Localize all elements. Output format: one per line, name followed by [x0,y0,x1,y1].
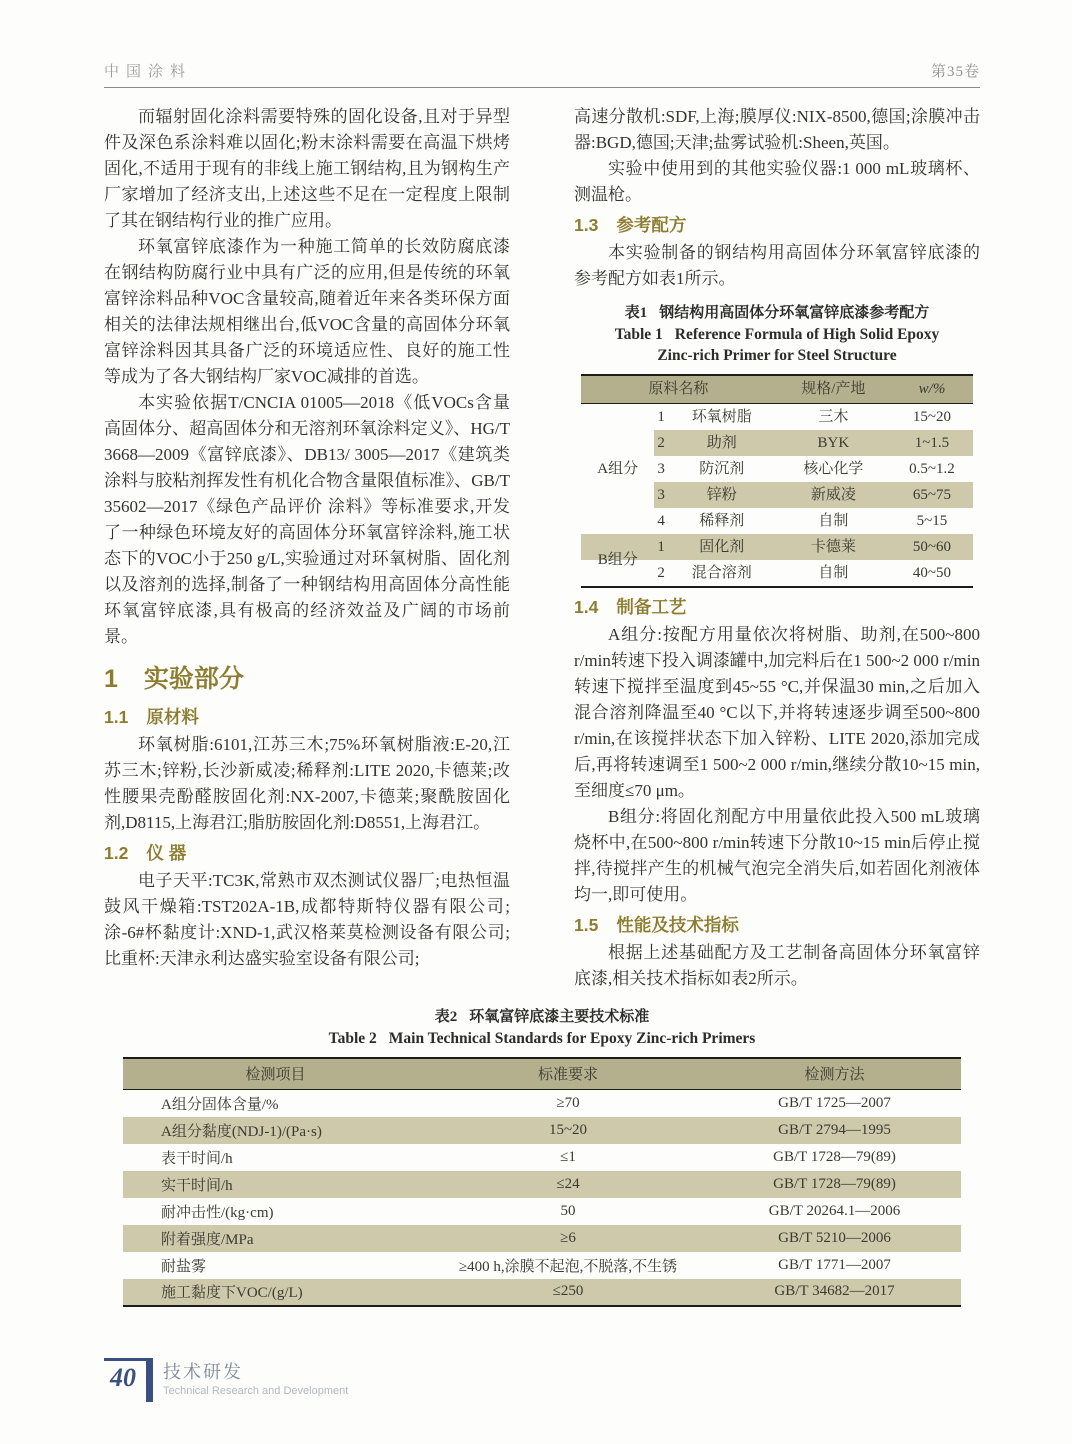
section-title: 制备工艺 [616,596,687,617]
paragraph-continuation: 高速分散机:SDF,上海;膜厚仪:NIX-8500,德国;涂膜冲击器:BGD,德国;天津;盐雾试验机:Sheen,英国。 [574,107,980,152]
table-row: 3 锌粉 新威凌 65~75 [581,482,973,508]
volume-label: 第35卷 [930,64,980,80]
section-number: 1.3 [574,215,599,235]
table-row: A组分固体含量/% ≥70 GB/T 1725—2007 [161,1094,891,1113]
table-row: 耐冲击性/(kg·cm) 50 GB/T 20264.1—2006 [161,1202,901,1221]
table-row: A组分 1 环氧树脂 三木 15~20 [581,403,973,430]
table2-label-zh: 表2 [434,1008,458,1025]
table1-group-b: B组分 [581,534,654,587]
table2 [123,1057,961,1307]
footer-labels [163,1358,348,1399]
page-number: 40 [110,1363,136,1392]
table2-caption-zh: 表2 环氧富锌底漆主要技术标准 [434,1008,650,1025]
right-column [574,104,980,992]
table-row: 耐盐雾 ≥400 h,涂膜不起泡,不脱落,不生锈 GB/T 1771—2007 [161,1256,891,1275]
paragraph: 根据上述基础配方及工艺制备高固体分环氧富锌底漆,相关技术指标如表2所示。 [574,942,980,988]
paragraph: 环氧富锌底漆作为一种施工简单的长效防腐底漆在钢结构防腐行业中具有广泛的应用,但是传统的环氧富锌涂料品种VOC含量较高,随着近年来各类环保方面相关的法律法规相继出台,低VOC含量的高固体分环氧富锌涂料因其具备广泛的环境适应性、良好的施工性等成为了各大钢结构厂家VOC减排的首选。 [104,237,510,386]
table1-caption-en-line2: Zinc-rich Primer for Steel Structure [657,347,897,364]
section-heading-1-5 [574,912,980,938]
section-number: 1 [104,665,118,693]
header-rule [104,87,980,88]
paragraph: 电子天平:TC3K,常熟市双杰测试仪器厂;电热恒温鼓风干燥箱:TST202A-1B,成都特斯特仪器有限公司;涂-6#杯黏度计:XND-1,武汉格莱莫检测设备有限公司;比重杯:天津永利达盛实验室设备有限公司; [104,871,510,968]
paragraph: 环氧树脂:6101,江苏三木;75%环氧树脂液:E-20,江苏三木;锌粉,长沙新威凌;稀释剂:LITE 2020,卡德莱;改性腰果壳酚醛胺固化剂:NX-2007,卡德莱;聚酰胺固化剂,D8115,上海君江;脂肪胺固化剂:D8551,上海君江。 [104,735,510,832]
table-row: 2 助剂 BYK 1~1.5 [581,430,973,456]
paragraph: 而辐射固化涂料需要特殊的固化设备,且对于异型件及深色系涂料难以固化;粉末涂料需要在高温下烘烤固化,不适用于现有的非线上施工钢结构,且为钢构生产厂家增加了经济支出,上述这些不足在一定程度上限制了其在钢结构行业的推广应用。 [104,107,510,230]
section-title: 原材料 [146,707,199,727]
section-number: 1.2 [104,843,129,863]
section-number: 1.4 [574,596,599,617]
table1-header-row [581,375,973,403]
running-header [104,0,980,81]
paragraph: 实验中使用到的其他实验仪器:1 000 mL玻璃杯、测温枪。 [574,159,980,204]
body-columns [104,104,980,992]
page-footer [104,1358,348,1402]
table1-caption-en: Table 1 Reference Formula of High Solid Epoxy [614,326,940,343]
section-title: 仪 器 [146,843,187,863]
section-heading-1-1 [104,704,510,730]
table2-label-en: Table 2 [328,1029,377,1047]
table1-header-w: w/% [891,375,973,403]
section-number: 1.1 [104,707,129,727]
table1-group-a: A组分 [581,403,654,534]
section-heading-1-2 [104,840,510,866]
table-row: 3 防沉剂 核心化学 0.5~1.2 [657,460,955,477]
table2-header-row [123,1058,961,1090]
section-heading-1-4 [574,594,980,620]
table-row: 表干时间/h ≤1 GB/T 1728—79(89) [161,1148,896,1167]
journal-name: 中国涂料 [104,64,193,80]
section-title: 实验部分 [143,665,244,693]
table1-caption-zh: 表1 钢结构用高固体分环氧富锌底漆参考配方 [624,305,930,321]
table-row: 附着强度/MPa ≥6 GB/T 5210—2006 [123,1225,961,1252]
table2-header-item: 检测项目 [123,1058,428,1090]
section-title: 性能及技术指标 [616,914,739,935]
table1-label-zh: 表1 [624,305,648,321]
section-number: 1.5 [574,914,599,935]
table-row: B组分 1 固化剂 卡德莱 50~60 [581,534,973,560]
section-heading-1-3 [574,212,980,238]
paragraph: B组分:将固化剂配方中用量依此投入500 mL玻璃烧杯中,在500~800 r/min转速下分散10~15 min后停止搅拌,待搅拌产生的机械气泡完全消失后,如若固化剂液体均一,即可使用。 [574,806,980,904]
footer-bar [146,1358,153,1402]
table-row: 2 混合溶剂 自制 40~50 [657,564,952,581]
table2-section [104,1006,980,1307]
paragraph: 本实验依据T/CNCIA 01005—2018《低VOCs含量高固体分、超高固体分和无溶剂环氧涂料定义》、HG/T 3668—2009《富锌底漆》、DB13/ 3005—2017《建筑类涂料与胶粘剂挥发性有机化合物含量限值标准》、GB/T 35602—2017《绿色产品评价 涂料》等标准要求,开发了一种绿色环境友好的高固体分环氧富锌涂料,施工状态下的VOC小于250 g/L,实验通过对环氧树脂、固化剂以及溶剂的选择,制备了一种钢结构用高固体分高性能环氧富锌底漆,具有极高的经济效益及广阔的市场前景。 [104,393,510,646]
footer-section-en: Technical Research and Development [163,1385,349,1397]
page-number-box [104,1358,146,1399]
paragraph: A组分:按配方用量依次将树脂、助剂,在500~800 r/min转速下投入调漆罐中,加完料后在1 500~2 000 r/min转速下搅拌至温度到45~55 °C,并保温30 min,之后加入混合溶剂降温至40 °C以下,并将转速逐步调至500~800 r/min,在该搅拌状态下加入锌粉、LITE 2020,添加完成后,再将转速调至1 500~2 000 r/min,继续分散10~15 min,至细度≤70 μm。 [574,624,980,800]
table2-header-method: 检测方法 [708,1058,961,1090]
table-row: 施工黏度下VOC/(g/L) ≤250 GB/T 34682—2017 [123,1279,961,1306]
table1 [581,374,973,588]
table-row: 实干时间/h ≤24 GB/T 1728—79(89) [123,1171,961,1198]
section-title: 参考配方 [616,215,687,235]
footer-section-zh: 技术研发 [163,1362,243,1382]
table-row: A组分黏度(NDJ-1)/(Pa·s) 15~20 GB/T 2794—1995 [123,1117,961,1144]
table1-label-en: Table 1 [614,326,663,343]
table-row: 4 稀释剂 自制 5~15 [657,512,948,529]
table2-caption-en: Table 2 Main Technical Standards for Epoxy Zinc-rich Primers [328,1029,756,1047]
left-column [104,104,510,992]
table1-header-material: 原料名称 [581,375,776,403]
paragraph: 本实验制备的钢结构用高固体分环氧富锌底漆的参考配方如表1所示。 [574,243,980,288]
table1-header-spec: 规格/产地 [776,375,891,403]
table2-header-requirement: 标准要求 [428,1058,708,1090]
section-heading-1 [104,664,510,694]
